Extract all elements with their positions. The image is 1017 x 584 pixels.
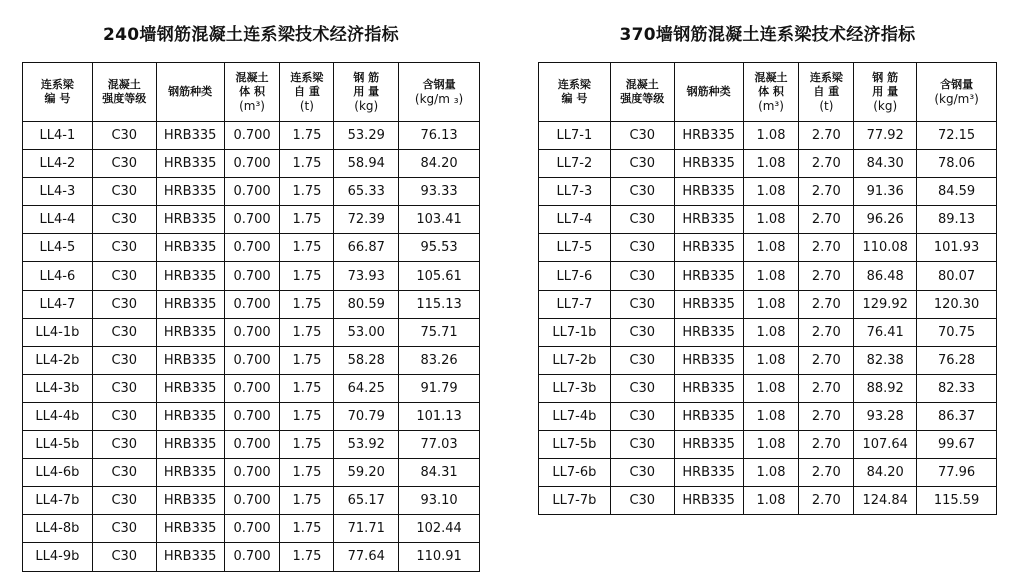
cell-rebar-type: HRB335 [674, 374, 743, 402]
cell-rebar-type: HRB335 [674, 150, 743, 178]
cell-rebar-type: HRB335 [156, 346, 224, 374]
cell-rebar-amount: 84.20 [854, 459, 917, 487]
cell-beam-code: LL4-3b [23, 374, 93, 402]
cell-rebar-amount: 86.48 [854, 262, 917, 290]
header-concrete-grade [92, 63, 156, 122]
cell-beam-weight: 1.75 [280, 122, 334, 150]
table-row [539, 459, 997, 487]
cell-steel-content: 76.13 [399, 122, 480, 150]
cell-rebar-type: HRB335 [674, 290, 743, 318]
cell-rebar-type: HRB335 [156, 262, 224, 290]
cell-beam-weight: 2.70 [799, 487, 854, 515]
cell-beam-weight: 1.75 [280, 150, 334, 178]
cell-rebar-amount: 58.94 [334, 150, 399, 178]
header-line: 钢筋种类 [168, 85, 213, 98]
cell-rebar-amount: 107.64 [854, 431, 917, 459]
cell-steel-content: 83.26 [399, 346, 480, 374]
cell-rebar-type: HRB335 [156, 402, 224, 430]
cell-beam-weight: 1.75 [280, 318, 334, 346]
cell-rebar-type: HRB335 [674, 234, 743, 262]
header-rebar-amount [854, 63, 917, 122]
cell-beam-weight: 1.75 [280, 178, 334, 206]
table-panel-240 [22, 0, 480, 565]
cell-beam-code: LL7-3b [539, 374, 611, 402]
header-line: 用 量 [353, 85, 380, 98]
cell-rebar-type: HRB335 [674, 122, 743, 150]
cell-beam-weight: 2.70 [799, 346, 854, 374]
cell-beam-weight: 2.70 [799, 290, 854, 318]
cell-rebar-type: HRB335 [674, 431, 743, 459]
cell-rebar-amount: 64.25 [334, 374, 399, 402]
cell-beam-weight: 2.70 [799, 122, 854, 150]
cell-rebar-type: HRB335 [156, 234, 224, 262]
table-row [23, 431, 480, 459]
cell-rebar-amount: 66.87 [334, 234, 399, 262]
table-row [539, 178, 997, 206]
table-row [539, 206, 997, 234]
cell-concrete-grade: C30 [92, 122, 156, 150]
cell-rebar-amount: 77.92 [854, 122, 917, 150]
cell-rebar-amount: 76.41 [854, 318, 917, 346]
table-row [539, 346, 997, 374]
cell-steel-content: 70.75 [917, 318, 997, 346]
cell-concrete-grade: C30 [92, 431, 156, 459]
cell-beam-code: LL7-1b [539, 318, 611, 346]
cell-concrete-grade: C30 [610, 178, 674, 206]
cell-steel-content: 93.10 [399, 487, 480, 515]
cell-steel-content: 84.31 [399, 459, 480, 487]
header-line: 混凝土 [235, 71, 269, 84]
cell-beam-weight: 1.75 [280, 374, 334, 402]
cell-rebar-type: HRB335 [674, 487, 743, 515]
cell-beam-code: LL4-2b [23, 346, 93, 374]
cell-rebar-amount: 80.59 [334, 290, 399, 318]
cell-beam-weight: 1.75 [280, 346, 334, 374]
cell-concrete-grade: C30 [610, 487, 674, 515]
table-row [539, 262, 997, 290]
header-line: 体 积 [239, 85, 265, 98]
cell-rebar-amount: 82.38 [854, 346, 917, 374]
cell-concrete-grade: C30 [610, 234, 674, 262]
cell-concrete-volume: 1.08 [743, 206, 799, 234]
table-row [23, 122, 480, 150]
header-unit: (kg) [873, 99, 898, 113]
cell-rebar-amount: 84.30 [854, 150, 917, 178]
cell-steel-content: 80.07 [917, 262, 997, 290]
table-row [539, 374, 997, 402]
header-concrete-grade [610, 63, 674, 122]
cell-concrete-volume: 0.700 [224, 318, 280, 346]
header-rebar-type [674, 63, 743, 122]
cell-rebar-amount: 91.36 [854, 178, 917, 206]
cell-rebar-amount: 77.64 [334, 543, 399, 571]
header-line: 用 量 [872, 85, 899, 98]
header-row [23, 63, 480, 122]
cell-concrete-grade: C30 [92, 346, 156, 374]
cell-beam-weight: 1.75 [280, 206, 334, 234]
cell-steel-content: 115.59 [917, 487, 997, 515]
cell-concrete-grade: C30 [92, 178, 156, 206]
cell-rebar-type: HRB335 [674, 178, 743, 206]
header-unit: (kg/m³) [934, 92, 979, 106]
cell-concrete-volume: 1.08 [743, 122, 799, 150]
cell-concrete-volume: 1.08 [743, 150, 799, 178]
header-unit: (kg/m ₃) [414, 92, 464, 106]
table-row [23, 543, 480, 571]
cell-concrete-grade: C30 [610, 431, 674, 459]
cell-beam-weight: 2.70 [799, 206, 854, 234]
cell-rebar-amount: 93.28 [854, 402, 917, 430]
cell-rebar-type: HRB335 [674, 318, 743, 346]
header-line: 钢 筋 [872, 71, 899, 84]
header-line: 编 号 [44, 92, 71, 105]
cell-concrete-volume: 0.700 [224, 515, 280, 543]
table-row [23, 487, 480, 515]
cell-steel-content: 103.41 [399, 206, 480, 234]
cell-concrete-volume: 1.08 [743, 318, 799, 346]
header-line: 连系梁 [40, 78, 74, 91]
cell-rebar-type: HRB335 [156, 290, 224, 318]
cell-rebar-amount: 124.84 [854, 487, 917, 515]
table-row [539, 431, 997, 459]
cell-beam-weight: 2.70 [799, 262, 854, 290]
table-row [23, 346, 480, 374]
cell-steel-content: 102.44 [399, 515, 480, 543]
cell-concrete-grade: C30 [610, 459, 674, 487]
cell-beam-weight: 2.70 [799, 459, 854, 487]
header-rebar-amount [334, 63, 399, 122]
cell-beam-code: LL7-5 [539, 234, 611, 262]
cell-concrete-volume: 0.700 [224, 178, 280, 206]
cell-concrete-volume: 0.700 [224, 487, 280, 515]
cell-beam-code: LL7-2b [539, 346, 611, 374]
cell-rebar-type: HRB335 [156, 431, 224, 459]
cell-steel-content: 84.20 [399, 150, 480, 178]
table-row [23, 290, 480, 318]
header-unit: (m³) [239, 99, 265, 113]
cell-rebar-amount: 53.00 [334, 318, 399, 346]
cell-beam-code: LL4-1 [23, 122, 93, 150]
cell-steel-content: 115.13 [399, 290, 480, 318]
cell-beam-weight: 2.70 [799, 431, 854, 459]
header-rebar-type [156, 63, 224, 122]
cell-steel-content: 84.59 [917, 178, 997, 206]
cell-beam-code: LL7-6 [539, 262, 611, 290]
header-line: 钢 筋 [353, 71, 380, 84]
data-table-240 [22, 62, 480, 572]
table-row [539, 402, 997, 430]
table-row [539, 150, 997, 178]
table-row [23, 206, 480, 234]
cell-beam-code: LL4-9b [23, 543, 93, 571]
cell-beam-weight: 1.75 [280, 487, 334, 515]
cell-concrete-volume: 0.700 [224, 459, 280, 487]
header-line: 自 重 [813, 85, 840, 98]
table-row [23, 150, 480, 178]
cell-rebar-amount: 53.29 [334, 122, 399, 150]
cell-beam-code: LL7-3 [539, 178, 611, 206]
cell-steel-content: 95.53 [399, 234, 480, 262]
cell-steel-content: 82.33 [917, 374, 997, 402]
cell-beam-weight: 2.70 [799, 234, 854, 262]
cell-concrete-grade: C30 [92, 262, 156, 290]
cell-concrete-volume: 0.700 [224, 122, 280, 150]
cell-concrete-volume: 0.700 [224, 374, 280, 402]
header-line: 钢筋种类 [686, 85, 731, 98]
cell-beam-weight: 1.75 [280, 234, 334, 262]
cell-concrete-volume: 1.08 [743, 234, 799, 262]
cell-rebar-amount: 96.26 [854, 206, 917, 234]
table-title-240: 240墙钢筋混凝土连系梁技术经济指标 [103, 25, 399, 45]
cell-beam-code: LL4-4 [23, 206, 93, 234]
cell-beam-weight: 2.70 [799, 374, 854, 402]
cell-beam-code: LL4-3 [23, 178, 93, 206]
table-row [23, 234, 480, 262]
cell-rebar-type: HRB335 [674, 402, 743, 430]
cell-beam-code: LL4-2 [23, 150, 93, 178]
header-beam-weight [799, 63, 854, 122]
header-line: 含钢量 [940, 78, 974, 91]
cell-rebar-type: HRB335 [156, 318, 224, 346]
header-line: 混凝土 [107, 78, 141, 91]
cell-concrete-volume: 1.08 [743, 374, 799, 402]
cell-rebar-type: HRB335 [674, 459, 743, 487]
cell-beam-code: LL7-5b [539, 431, 611, 459]
cell-concrete-grade: C30 [92, 374, 156, 402]
cell-rebar-type: HRB335 [156, 122, 224, 150]
table-row [539, 234, 997, 262]
header-line: 连系梁 [557, 78, 591, 91]
header-unit: (t) [299, 99, 314, 113]
header-line: 连系梁 [290, 71, 324, 84]
cell-beam-code: LL7-7 [539, 290, 611, 318]
cell-concrete-volume: 0.700 [224, 150, 280, 178]
cell-concrete-grade: C30 [610, 262, 674, 290]
cell-concrete-volume: 1.08 [743, 459, 799, 487]
cell-rebar-amount: 110.08 [854, 234, 917, 262]
cell-concrete-volume: 0.700 [224, 346, 280, 374]
cell-rebar-type: HRB335 [156, 150, 224, 178]
cell-beam-code: LL7-1 [539, 122, 611, 150]
header-line: 混凝土 [625, 78, 659, 91]
header-line: 强度等级 [620, 92, 665, 105]
cell-beam-code: LL4-8b [23, 515, 93, 543]
cell-rebar-amount: 65.17 [334, 487, 399, 515]
cell-steel-content: 99.67 [917, 431, 997, 459]
cell-steel-content: 76.28 [917, 346, 997, 374]
cell-steel-content: 110.91 [399, 543, 480, 571]
header-unit: (m³) [758, 99, 784, 113]
cell-concrete-grade: C30 [610, 150, 674, 178]
cell-beam-weight: 1.75 [280, 459, 334, 487]
cell-concrete-volume: 1.08 [743, 262, 799, 290]
cell-rebar-type: HRB335 [674, 206, 743, 234]
cell-rebar-amount: 72.39 [334, 206, 399, 234]
header-unit: (kg) [354, 99, 379, 113]
cell-beam-weight: 1.75 [280, 402, 334, 430]
header-unit: (t) [819, 99, 834, 113]
cell-concrete-grade: C30 [92, 318, 156, 346]
cell-concrete-volume: 0.700 [224, 206, 280, 234]
cell-concrete-volume: 0.700 [224, 431, 280, 459]
header-line: 强度等级 [102, 92, 147, 105]
cell-concrete-volume: 1.08 [743, 178, 799, 206]
cell-rebar-type: HRB335 [156, 178, 224, 206]
table-row [539, 487, 997, 515]
cell-concrete-volume: 0.700 [224, 262, 280, 290]
cell-beam-code: LL7-4b [539, 402, 611, 430]
cell-concrete-volume: 1.08 [743, 431, 799, 459]
cell-steel-content: 72.15 [917, 122, 997, 150]
header-line: 自 重 [293, 85, 320, 98]
cell-rebar-type: HRB335 [156, 487, 224, 515]
cell-concrete-grade: C30 [92, 402, 156, 430]
header-line: 连系梁 [809, 71, 843, 84]
cell-concrete-volume: 1.08 [743, 290, 799, 318]
cell-beam-code: LL4-1b [23, 318, 93, 346]
header-line: 体 积 [758, 85, 784, 98]
header-beam-code [539, 63, 611, 122]
cell-concrete-grade: C30 [610, 374, 674, 402]
cell-concrete-grade: C30 [610, 122, 674, 150]
cell-beam-weight: 2.70 [799, 402, 854, 430]
header-steel-content [399, 63, 480, 122]
cell-rebar-type: HRB335 [674, 346, 743, 374]
cell-concrete-grade: C30 [610, 206, 674, 234]
cell-concrete-volume: 1.08 [743, 402, 799, 430]
cell-beam-weight: 2.70 [799, 150, 854, 178]
cell-rebar-type: HRB335 [156, 543, 224, 571]
table-row [23, 178, 480, 206]
cell-rebar-type: HRB335 [674, 262, 743, 290]
cell-beam-weight: 2.70 [799, 178, 854, 206]
header-beam-weight [280, 63, 334, 122]
cell-concrete-grade: C30 [610, 318, 674, 346]
header-steel-content [917, 63, 997, 122]
cell-rebar-amount: 71.71 [334, 515, 399, 543]
table-title-370: 370墙钢筋混凝土连系梁技术经济指标 [619, 25, 916, 45]
cell-rebar-type: HRB335 [156, 515, 224, 543]
header-line: 编 号 [561, 92, 588, 105]
cell-concrete-grade: C30 [92, 206, 156, 234]
cell-beam-weight: 1.75 [280, 290, 334, 318]
table-row [539, 318, 997, 346]
cell-steel-content: 78.06 [917, 150, 997, 178]
cell-concrete-grade: C30 [92, 543, 156, 571]
table-row [539, 290, 997, 318]
cell-steel-content: 75.71 [399, 318, 480, 346]
table-row [23, 402, 480, 430]
cell-beam-weight: 1.75 [280, 543, 334, 571]
header-row [539, 63, 997, 122]
cell-concrete-grade: C30 [92, 150, 156, 178]
cell-concrete-grade: C30 [610, 290, 674, 318]
data-table-370 [538, 62, 997, 515]
header-line: 混凝土 [754, 71, 788, 84]
table-row [23, 262, 480, 290]
cell-rebar-amount: 53.92 [334, 431, 399, 459]
cell-steel-content: 77.96 [917, 459, 997, 487]
table-row [23, 318, 480, 346]
cell-rebar-type: HRB335 [156, 374, 224, 402]
cell-beam-weight: 1.75 [280, 515, 334, 543]
cell-beam-code: LL7-7b [539, 487, 611, 515]
cell-rebar-amount: 88.92 [854, 374, 917, 402]
cell-beam-code: LL7-2 [539, 150, 611, 178]
cell-beam-code: LL4-7 [23, 290, 93, 318]
cell-rebar-amount: 70.79 [334, 402, 399, 430]
cell-concrete-volume: 0.700 [224, 402, 280, 430]
table-row [539, 122, 997, 150]
cell-rebar-amount: 73.93 [334, 262, 399, 290]
cell-concrete-volume: 0.700 [224, 234, 280, 262]
cell-beam-code: LL7-4 [539, 206, 611, 234]
header-concrete-volume [224, 63, 280, 122]
cell-steel-content: 91.79 [399, 374, 480, 402]
header-beam-code [23, 63, 93, 122]
header-line: 含钢量 [422, 78, 456, 91]
cell-steel-content: 101.13 [399, 402, 480, 430]
cell-steel-content: 105.61 [399, 262, 480, 290]
cell-concrete-grade: C30 [610, 402, 674, 430]
cell-steel-content: 77.03 [399, 431, 480, 459]
cell-rebar-amount: 129.92 [854, 290, 917, 318]
cell-rebar-amount: 59.20 [334, 459, 399, 487]
cell-steel-content: 89.13 [917, 206, 997, 234]
cell-concrete-grade: C30 [610, 346, 674, 374]
cell-steel-content: 120.30 [917, 290, 997, 318]
cell-beam-code: LL4-4b [23, 402, 93, 430]
cell-concrete-volume: 0.700 [224, 290, 280, 318]
table-row [23, 374, 480, 402]
cell-rebar-amount: 58.28 [334, 346, 399, 374]
cell-beam-code: LL4-6 [23, 262, 93, 290]
table-row [23, 515, 480, 543]
cell-steel-content: 86.37 [917, 402, 997, 430]
cell-concrete-grade: C30 [92, 487, 156, 515]
header-concrete-volume [743, 63, 799, 122]
cell-beam-weight: 2.70 [799, 318, 854, 346]
table-row [23, 459, 480, 487]
cell-beam-code: LL4-6b [23, 459, 93, 487]
cell-concrete-grade: C30 [92, 459, 156, 487]
cell-concrete-volume: 0.700 [224, 543, 280, 571]
cell-beam-code: LL4-5b [23, 431, 93, 459]
cell-beam-weight: 1.75 [280, 262, 334, 290]
cell-concrete-volume: 1.08 [743, 346, 799, 374]
cell-beam-weight: 1.75 [280, 431, 334, 459]
cell-beam-code: LL4-7b [23, 487, 93, 515]
cell-rebar-type: HRB335 [156, 459, 224, 487]
cell-rebar-amount: 65.33 [334, 178, 399, 206]
cell-steel-content: 101.93 [917, 234, 997, 262]
cell-concrete-volume: 1.08 [743, 487, 799, 515]
cell-beam-code: LL4-5 [23, 234, 93, 262]
cell-concrete-grade: C30 [92, 515, 156, 543]
cell-concrete-grade: C30 [92, 234, 156, 262]
cell-beam-code: LL7-6b [539, 459, 611, 487]
cell-steel-content: 93.33 [399, 178, 480, 206]
cell-concrete-grade: C30 [92, 290, 156, 318]
table-panel-370 [538, 0, 997, 509]
cell-rebar-type: HRB335 [156, 206, 224, 234]
